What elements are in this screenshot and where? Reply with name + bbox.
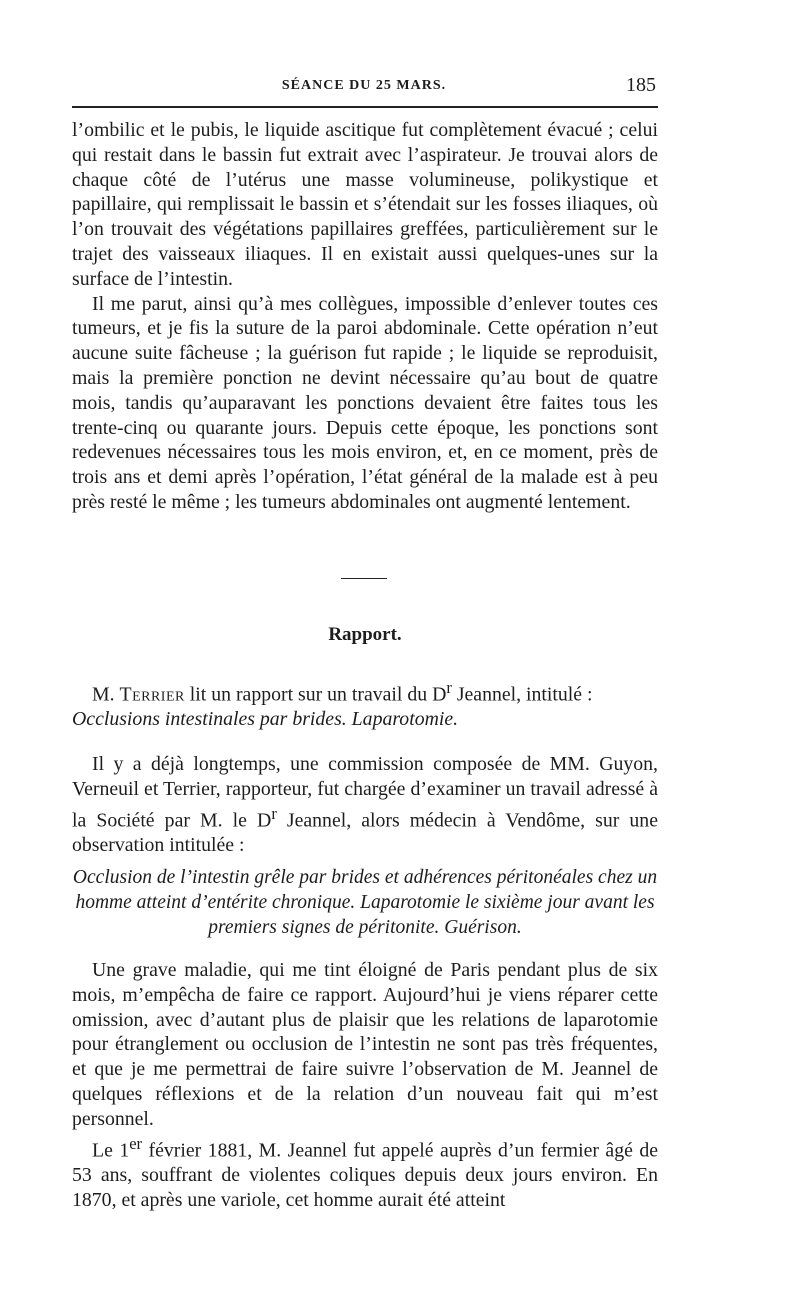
commission-text-a: Il y a déjà longtemps, une commission composée de MM. Guyon, Verneuil et Terrier, rapporteur, fut chargée d’examiner un travail adressé à la Société par M. le D: [72, 753, 658, 832]
intro-paragraph: l’ombilic et le pubis, le liquide ascitique fut complètement évacué ; celui qui restait dans le bassin fut extrait avec l’aspirateur. Je trouvai alors de chaque côté de l’utérus une masse volumineuse, polikystique et papillaire, qui remplissait le bassin et s’étendait sur les fosses iliaques, où l’on trouvait des végétations papillaires greffées, particulièrement sur le trajet des vaisseaux iliaques. Il en existait aussi quelques-unes sur la surface de l’intestin.: [72, 119, 658, 290]
continuation-paragraph: Il me parut, ainsi qu’à mes collègues, impossible d’enlever toutes ces tumeurs, et je fis la suture de la paroi abdominale. Cette opération n’eut aucune suite fâcheuse ; la guérison fut rapide ; le liquide se reproduisit, mais la première ponction ne devint nécessaire qu’au bout de quatre mois, tandis qu’auparavant les ponctions devaient être faites tous les trente-cinq ou quarante jours. Depuis cette époque, les ponctions sont redevenues nécessaires tous les mois environ, et, en ce moment, près de trois ans et demi après l’opération, l’état général de la malade est à peu près resté le même ; les tumeurs abdominales ont augmenté lentement.: [72, 292, 658, 513]
running-head: [72, 74, 656, 100]
commission-paragraph: [72, 752, 658, 858]
report-intro-prefix: M.: [92, 683, 120, 706]
body-continuation: [72, 958, 658, 1213]
report-intro: [72, 676, 658, 732]
case-text-b: février 1881, M. Jeannel fut appelé auprès d’un fermier âgé de 53 ans, souffrant de violentes coliques depuis deux jours environ. En 1870, et après une variole, cet homme aurait été atteint: [72, 1139, 658, 1211]
commission-sup: r: [271, 803, 277, 823]
case-paragraph: [72, 1132, 658, 1213]
report-intro-line: [72, 676, 658, 707]
observation-title-block: [72, 866, 658, 940]
illness-paragraph: Une grave maladie, qui me tint éloigné de Paris pendant plus de six mois, m’empêcha de faire ce rapport. Aujourd’hui je viens réparer cette omission, avec d’autant plus de plaisir que les relations de laparotomie pour étranglement ou occlusion de l’intestin ne sont pas très fréquentes, et que je me permettrai de faire suivre l’observation de M. Jeannel de quelques réflexions et de la relation d’un nouveau fait qui m’est personnel.: [72, 959, 658, 1130]
case-sup: er: [129, 1133, 143, 1153]
intro-block: [72, 118, 658, 515]
work-title-text: Occlusions intestinales par brides. Laparotomie.: [72, 708, 459, 731]
report-intro-middle: lit un rapport sur un travail du D: [184, 683, 447, 706]
work-title: [72, 707, 658, 732]
commission-text-b: Jeannel, alors médecin à Vendôme, sur une observation intitulée :: [72, 809, 658, 856]
header-rule: [72, 106, 658, 108]
observation-title: Occlusion de l’intestin grêle par brides et adhérences péritonéales chez un homme atteint d’entérite chronique. Laparotomie le sixième jour avant les premiers signes de péritonite. Guérison.: [72, 867, 658, 938]
speaker-name: Terrier: [119, 683, 185, 706]
doctor-sup: r: [446, 678, 452, 697]
report-intro-rest: Jeannel, intitulé :: [451, 683, 593, 706]
section-heading: Rapport.: [328, 624, 402, 645]
case-text-a: Le 1: [92, 1139, 130, 1162]
running-title: SÉANCE DU 25 MARS.: [281, 78, 447, 93]
page-number: 185: [626, 74, 656, 96]
section-separator: [341, 578, 387, 579]
commission-block: [72, 752, 658, 858]
